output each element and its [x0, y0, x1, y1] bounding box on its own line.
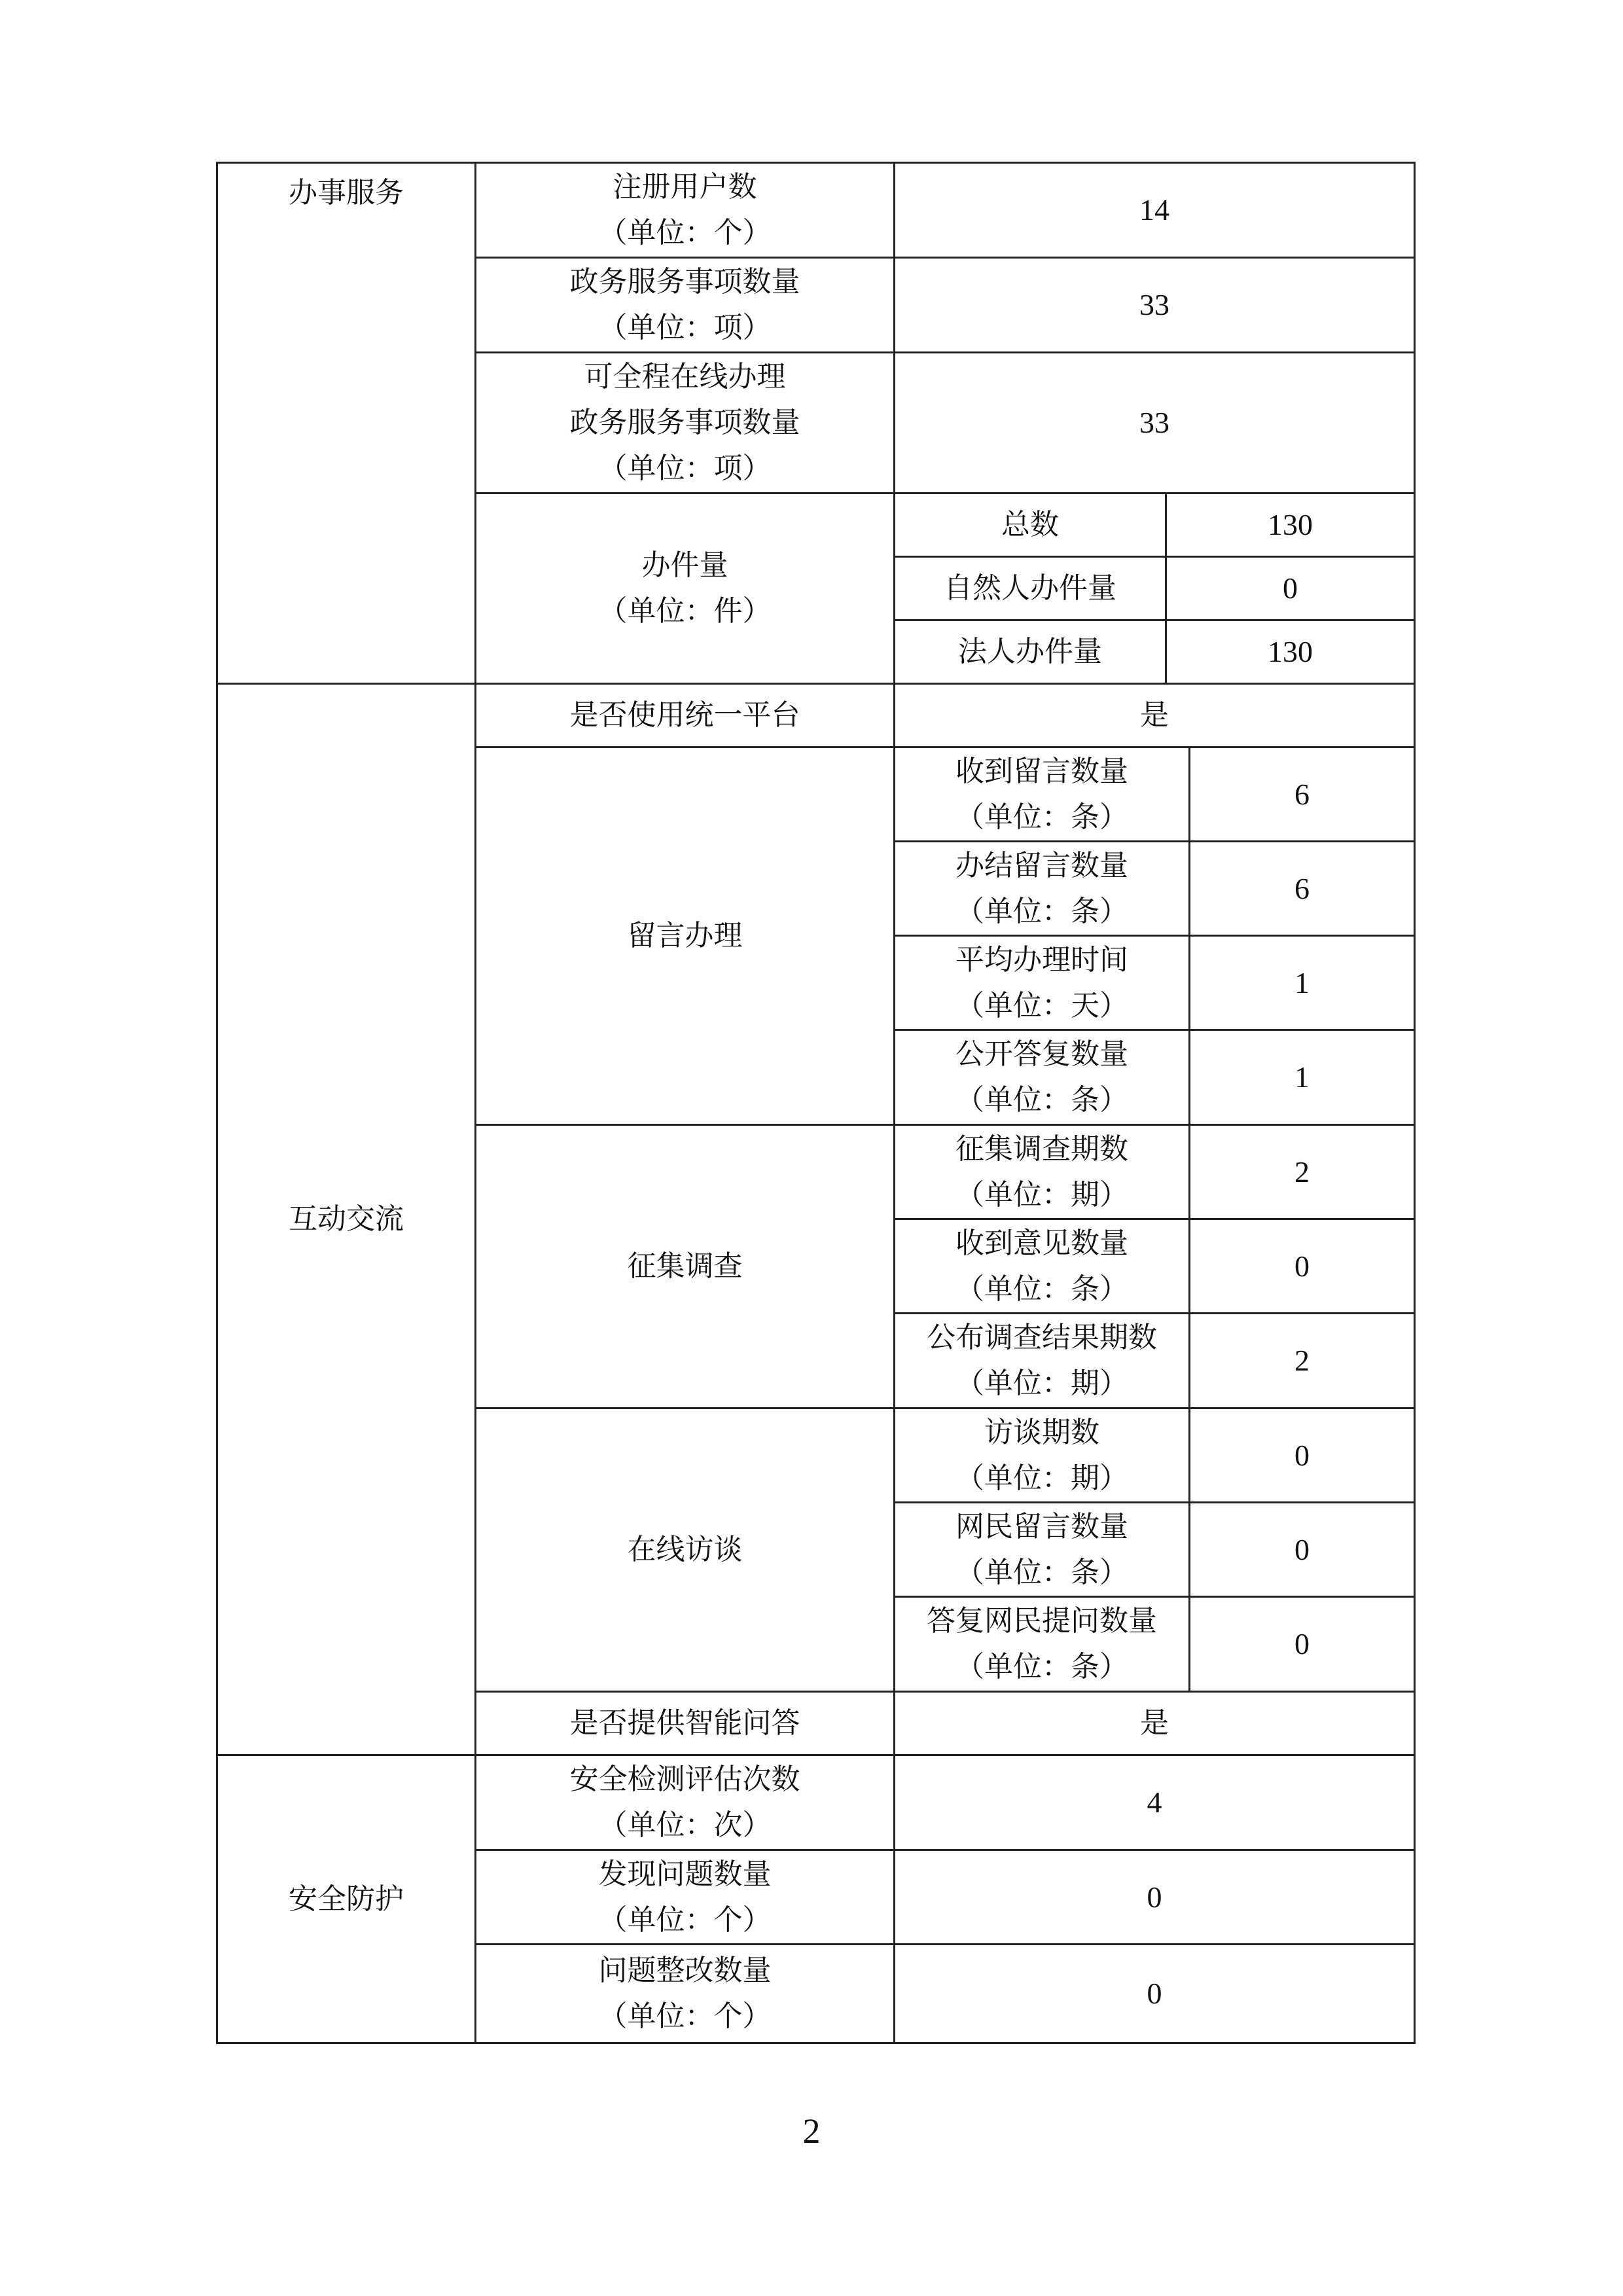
- value-unified-platform: 是: [895, 684, 1415, 747]
- label-netizen-messages: 网民留言数量 （单位：条）: [895, 1503, 1190, 1597]
- value-avg-time: 1: [1190, 936, 1415, 1030]
- label-issues-found: 发现问题数量 （单位：个）: [476, 1850, 895, 1945]
- value-messages-completed: 6: [1190, 842, 1415, 936]
- label-unified-platform: 是否使用统一平台: [476, 684, 895, 747]
- value-netizen-answers: 0: [1190, 1597, 1415, 1692]
- statistics-table: [216, 162, 1416, 2044]
- value-service-items: 33: [895, 258, 1415, 353]
- value-online-items: 33: [895, 353, 1415, 493]
- label-smart-qa: 是否提供智能问答: [476, 1692, 895, 1755]
- value-issues-found: 0: [895, 1850, 1415, 1945]
- label-registered-users: 注册用户数 （单位：个）: [476, 163, 895, 258]
- label-survey: 征集调查: [476, 1125, 895, 1408]
- label-cases-natural: 自然人办件量: [895, 557, 1166, 620]
- value-public-replies: 1: [1190, 1030, 1415, 1125]
- value-security-checks: 4: [895, 1755, 1415, 1850]
- label-survey-opinions: 收到意见数量 （单位：条）: [895, 1219, 1190, 1314]
- label-cases-legal: 法人办件量: [895, 620, 1166, 684]
- value-registered-users: 14: [895, 163, 1415, 258]
- label-cases-total: 总数: [895, 493, 1166, 557]
- section-aqfh-label: 安全防护: [217, 1755, 476, 2043]
- label-public-replies: 公开答复数量 （单位：条）: [895, 1030, 1190, 1125]
- label-avg-time: 平均办理时间 （单位：天）: [895, 936, 1190, 1030]
- value-netizen-messages: 0: [1190, 1503, 1415, 1597]
- label-messages-completed: 办结留言数量 （单位：条）: [895, 842, 1190, 936]
- label-messages: 留言办理: [476, 747, 895, 1125]
- value-survey-results: 2: [1190, 1314, 1415, 1408]
- label-security-checks: 安全检测评估次数 （单位：次）: [476, 1755, 895, 1850]
- value-interview-periods: 0: [1190, 1408, 1415, 1503]
- value-issues-fixed: 0: [895, 1945, 1415, 2043]
- value-messages-received: 6: [1190, 747, 1415, 842]
- value-survey-opinions: 0: [1190, 1219, 1415, 1314]
- label-online-items: 可全程在线办理 政务服务事项数量 （单位：项）: [476, 353, 895, 493]
- label-issues-fixed: 问题整改数量 （单位：个）: [476, 1945, 895, 2043]
- section-hdjl-label: 互动交流: [217, 684, 476, 1755]
- value-smart-qa: 是: [895, 1692, 1415, 1755]
- label-messages-received: 收到留言数量 （单位：条）: [895, 747, 1190, 842]
- section-bsfw-label: 办事服务: [217, 163, 476, 684]
- label-netizen-answers: 答复网民提问数量 （单位：条）: [895, 1597, 1190, 1692]
- label-service-items: 政务服务事项数量 （单位：项）: [476, 258, 895, 353]
- value-cases-total: 130: [1166, 493, 1415, 557]
- value-cases-legal: 130: [1166, 620, 1415, 684]
- value-cases-natural: 0: [1166, 557, 1415, 620]
- page-number: 2: [802, 2111, 821, 2151]
- value-survey-periods: 2: [1190, 1125, 1415, 1219]
- label-survey-periods: 征集调查期数 （单位：期）: [895, 1125, 1190, 1219]
- label-survey-results: 公布调查结果期数 （单位：期）: [895, 1314, 1190, 1408]
- label-interview-periods: 访谈期数 （单位：期）: [895, 1408, 1190, 1503]
- label-cases: 办件量 （单位：件）: [476, 493, 895, 684]
- label-interview: 在线访谈: [476, 1408, 895, 1692]
